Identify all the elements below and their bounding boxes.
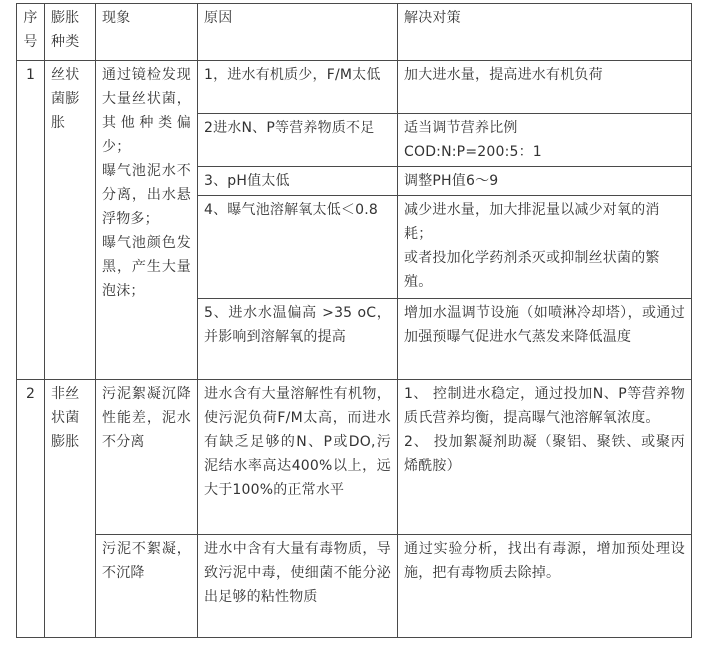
header-seq: 序号 xyxy=(17,4,45,61)
header-row xyxy=(17,4,692,61)
group1-cause-3: 3、pH值太低 xyxy=(198,167,398,196)
group2-solution-1-line: 2、 投加絮凝剂助凝（聚铝、聚铁、或聚丙烯酰胺） xyxy=(404,434,685,474)
group2-cause-1: 进水含有大量溶解性有机物，使污泥负荷F/M太高，而进水有缺乏足够的N、P或DO,污泥结水率高达400%以上，远大于100%的正常水平 xyxy=(198,380,398,535)
header-type: 膨胀种类 xyxy=(45,4,96,61)
group1-solution-5: 增加水温调节设施（如喷淋冷却塔），或通过加强预曝气促进水气蒸发来降低温度 xyxy=(398,299,692,380)
group1-solution-1: 加大进水量，提高进水有机负荷 xyxy=(398,61,692,114)
group1-cause-1: 1，进水有机质少，F/M太低 xyxy=(198,61,398,114)
group1-solution-4 xyxy=(398,196,692,299)
group2-solution-1 xyxy=(398,380,692,535)
group1-solution-2-line: COD:N:P=200:5：1 xyxy=(404,144,542,160)
group2-row-1 xyxy=(17,380,692,535)
group1-solution-4-line: 减少进水量，加大排泥量以减少对氧的消耗； xyxy=(404,202,660,242)
group1-type: 丝状菌膨胀 xyxy=(45,61,96,380)
group2-solution-1-line: 1、 控制进水稳定，通过投加N、P等营养物质氏营养均衡，提高曝气池溶解氧浓度。 xyxy=(404,386,685,426)
group1-phenomenon-line: 通过镜检发现大量丝状菌，其他种类偏少； xyxy=(102,67,191,155)
group1-solution-3: 调整PH值6～9 xyxy=(398,167,692,196)
group2-type: 非丝状菌膨胀 xyxy=(45,380,96,638)
group1-cause-4: 4、曝气池溶解氧太低＜0.8 xyxy=(198,196,398,299)
group1-solution-2-line: 适当调节营养比例 xyxy=(404,120,518,136)
group1-phenomenon xyxy=(96,61,198,380)
group1-phenomenon-line: 曝气池泥水不分离，出水悬浮物多； xyxy=(102,163,191,227)
header-phenomenon: 现象 xyxy=(96,4,198,61)
header-cause: 原因 xyxy=(198,4,398,61)
group1-cause-2: 2进水N、P等营养物质不足 xyxy=(198,114,398,167)
group1-solution-2 xyxy=(398,114,692,167)
group1-phenomenon-line: 曝气池颜色发黑，产生大量泡沫； xyxy=(102,235,191,299)
group2-phenomenon-1: 污泥絮凝沉降性能差，泥水不分离 xyxy=(96,380,198,535)
group1-cause-5: 5、进水水温偏高 >35 oC，并影响到溶解氧的提高 xyxy=(198,299,398,380)
header-solution: 解决对策 xyxy=(398,4,692,61)
group1-seq: 1 xyxy=(17,61,45,380)
group1-solution-4-line: 或者投加化学药剂杀灭或抑制丝状菌的繁殖。 xyxy=(404,250,660,290)
sludge-bulking-table xyxy=(16,3,692,638)
group2-seq: 2 xyxy=(17,380,45,638)
group2-solution-2: 通过实验分析，找出有毒源，增加预处理设施，把有毒物质去除掉。 xyxy=(398,535,692,638)
group2-row-2 xyxy=(17,535,692,638)
group2-cause-2: 进水中含有大量有毒物质，导致污泥中毒，使细菌不能分泌出足够的粘性物质 xyxy=(198,535,398,638)
group1-row-1 xyxy=(17,61,692,114)
group2-phenomenon-2: 污泥不絮凝，不沉降 xyxy=(96,535,198,638)
